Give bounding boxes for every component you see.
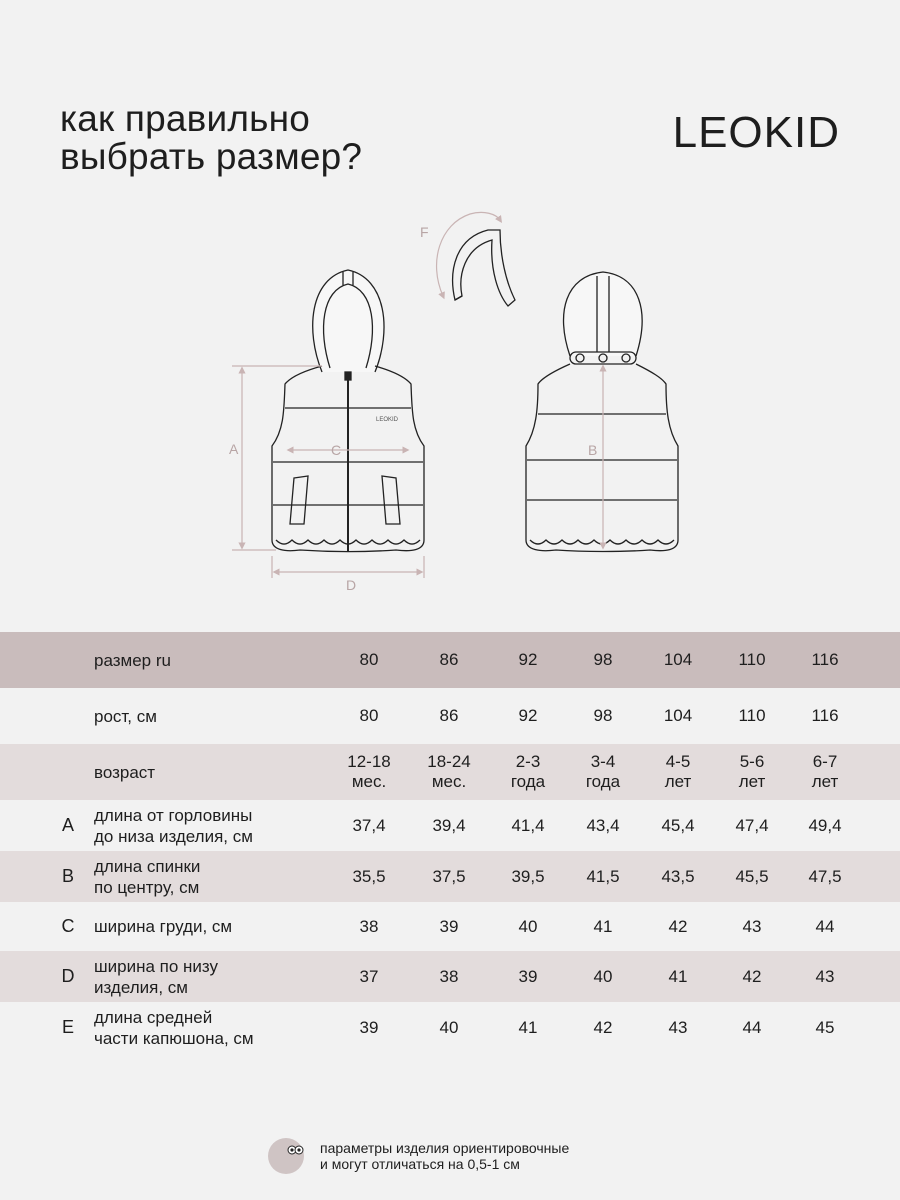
dimension-a-label: A — [229, 441, 239, 457]
table-cell: 45,5 — [735, 866, 769, 886]
mascot-icon — [268, 1138, 304, 1174]
size-header-cell: 104 — [663, 650, 693, 669]
table-cell: 38 — [439, 966, 459, 986]
table-row — [0, 688, 900, 744]
table-cell: 41,5 — [586, 866, 620, 886]
table-cell: 104 — [663, 706, 693, 725]
size-header-cell: 116 — [811, 650, 839, 669]
table-cell: 41 — [593, 916, 613, 936]
table-cell: 18-24 мес. — [427, 752, 471, 791]
size-header-cell: 86 — [439, 650, 459, 669]
row-letter: D — [61, 966, 75, 986]
table-cell: 41 — [668, 966, 688, 986]
row-letter: C — [61, 916, 75, 936]
table-cell: 39,5 — [511, 866, 545, 886]
table-cell: 45,4 — [661, 815, 695, 835]
table-cell: 39,4 — [432, 815, 466, 835]
table-cell: 43 — [815, 966, 835, 986]
row-label: длина спинки по центру, см — [94, 856, 201, 897]
table-cell: 3-4 года — [585, 752, 621, 791]
table-cell: 45 — [815, 1017, 835, 1037]
table-cell: 38 — [359, 916, 379, 936]
table-cell: 41,4 — [511, 815, 545, 835]
footnote-line-2: и могут отличаться на 0,5-1 см — [320, 1156, 520, 1172]
table-cell: 98 — [593, 706, 613, 725]
table-header-row — [0, 632, 900, 688]
table-cell: 6-7 лет — [811, 752, 839, 791]
footnote-line-1: параметры изделия ориентировочные — [320, 1140, 570, 1156]
row-label: длина средней части капюшона, см — [94, 1007, 254, 1048]
table-cell: 42 — [668, 916, 688, 936]
table-cell: 44 — [815, 916, 835, 936]
table-cell: 43 — [742, 916, 762, 936]
table-cell: 2-3 года — [510, 752, 546, 791]
table-cell: 43,5 — [661, 866, 695, 886]
row-letter: B — [61, 866, 74, 886]
hood-detail-view — [453, 230, 515, 306]
size-table — [0, 632, 900, 1053]
size-header-cell: 80 — [359, 650, 379, 669]
title-line-1: как правильно — [60, 98, 311, 139]
vest-front-view — [272, 270, 424, 552]
table-cell: 47,4 — [735, 815, 769, 835]
size-header-cell: 92 — [518, 650, 538, 669]
dimension-d-line — [272, 556, 424, 578]
row-label: ширина по низу изделия, см — [94, 956, 219, 997]
table-cell: 41 — [518, 1017, 538, 1037]
table-cell: 110 — [738, 706, 766, 725]
table-cell: 116 — [811, 706, 839, 725]
table-cell: 39 — [439, 916, 459, 936]
table-cell: 47,5 — [808, 866, 842, 886]
table-cell: 42 — [742, 966, 762, 986]
table-row — [0, 800, 900, 851]
table-row — [0, 744, 900, 800]
row-letter: A — [61, 815, 74, 835]
row-label: возраст — [94, 762, 156, 782]
row-label: ширина груди, см — [94, 917, 233, 936]
dimension-c-label: C — [331, 442, 342, 458]
row-label: длина от горловины до низа изделия, см — [94, 805, 253, 846]
table-cell: 43,4 — [586, 815, 620, 835]
size-header-cell: 98 — [593, 650, 613, 669]
table-cell: 5-6 лет — [738, 752, 766, 791]
table-cell: 37 — [359, 966, 379, 986]
table-cell: 39 — [359, 1017, 379, 1037]
vest-back-view — [526, 272, 678, 552]
dimension-f-label: F — [420, 224, 429, 240]
dimension-d-label: D — [346, 577, 357, 593]
table-cell: 49,4 — [808, 815, 842, 835]
table-cell: 44 — [742, 1017, 762, 1037]
size-header-cell: 110 — [738, 650, 766, 669]
table-cell: 4-5 лет — [664, 752, 692, 791]
table-cell: 43 — [668, 1017, 688, 1037]
table-cell: 35,5 — [352, 866, 386, 886]
table-row — [0, 1002, 900, 1053]
title-line-2: выбрать размер? — [60, 136, 363, 177]
table-row — [0, 951, 900, 1002]
table-cell: 37,4 — [352, 815, 386, 835]
table-row — [0, 902, 900, 951]
row-letter: E — [61, 1017, 74, 1037]
table-row — [0, 851, 900, 902]
table-cell: 40 — [593, 966, 613, 986]
vest-logo-text: LEOKID — [376, 417, 399, 423]
table-cell: 92 — [518, 706, 538, 725]
dimension-a-line — [232, 366, 322, 550]
row-label: рост, см — [94, 706, 157, 726]
table-cell: 42 — [593, 1017, 613, 1037]
table-cell: 40 — [439, 1017, 459, 1037]
brand-logo: LEOKID — [672, 108, 840, 157]
dimension-b-label: B — [588, 442, 598, 458]
dimension-f-line — [437, 212, 500, 296]
table-cell: 39 — [518, 966, 538, 986]
table-cell: 37,5 — [432, 866, 466, 886]
table-cell: 80 — [359, 706, 379, 725]
table-cell: 40 — [518, 916, 538, 936]
footnote — [268, 1138, 569, 1174]
table-cell: 86 — [439, 706, 459, 725]
table-cell: 12-18 мес. — [347, 752, 391, 791]
header-label: размер ru — [94, 650, 171, 670]
